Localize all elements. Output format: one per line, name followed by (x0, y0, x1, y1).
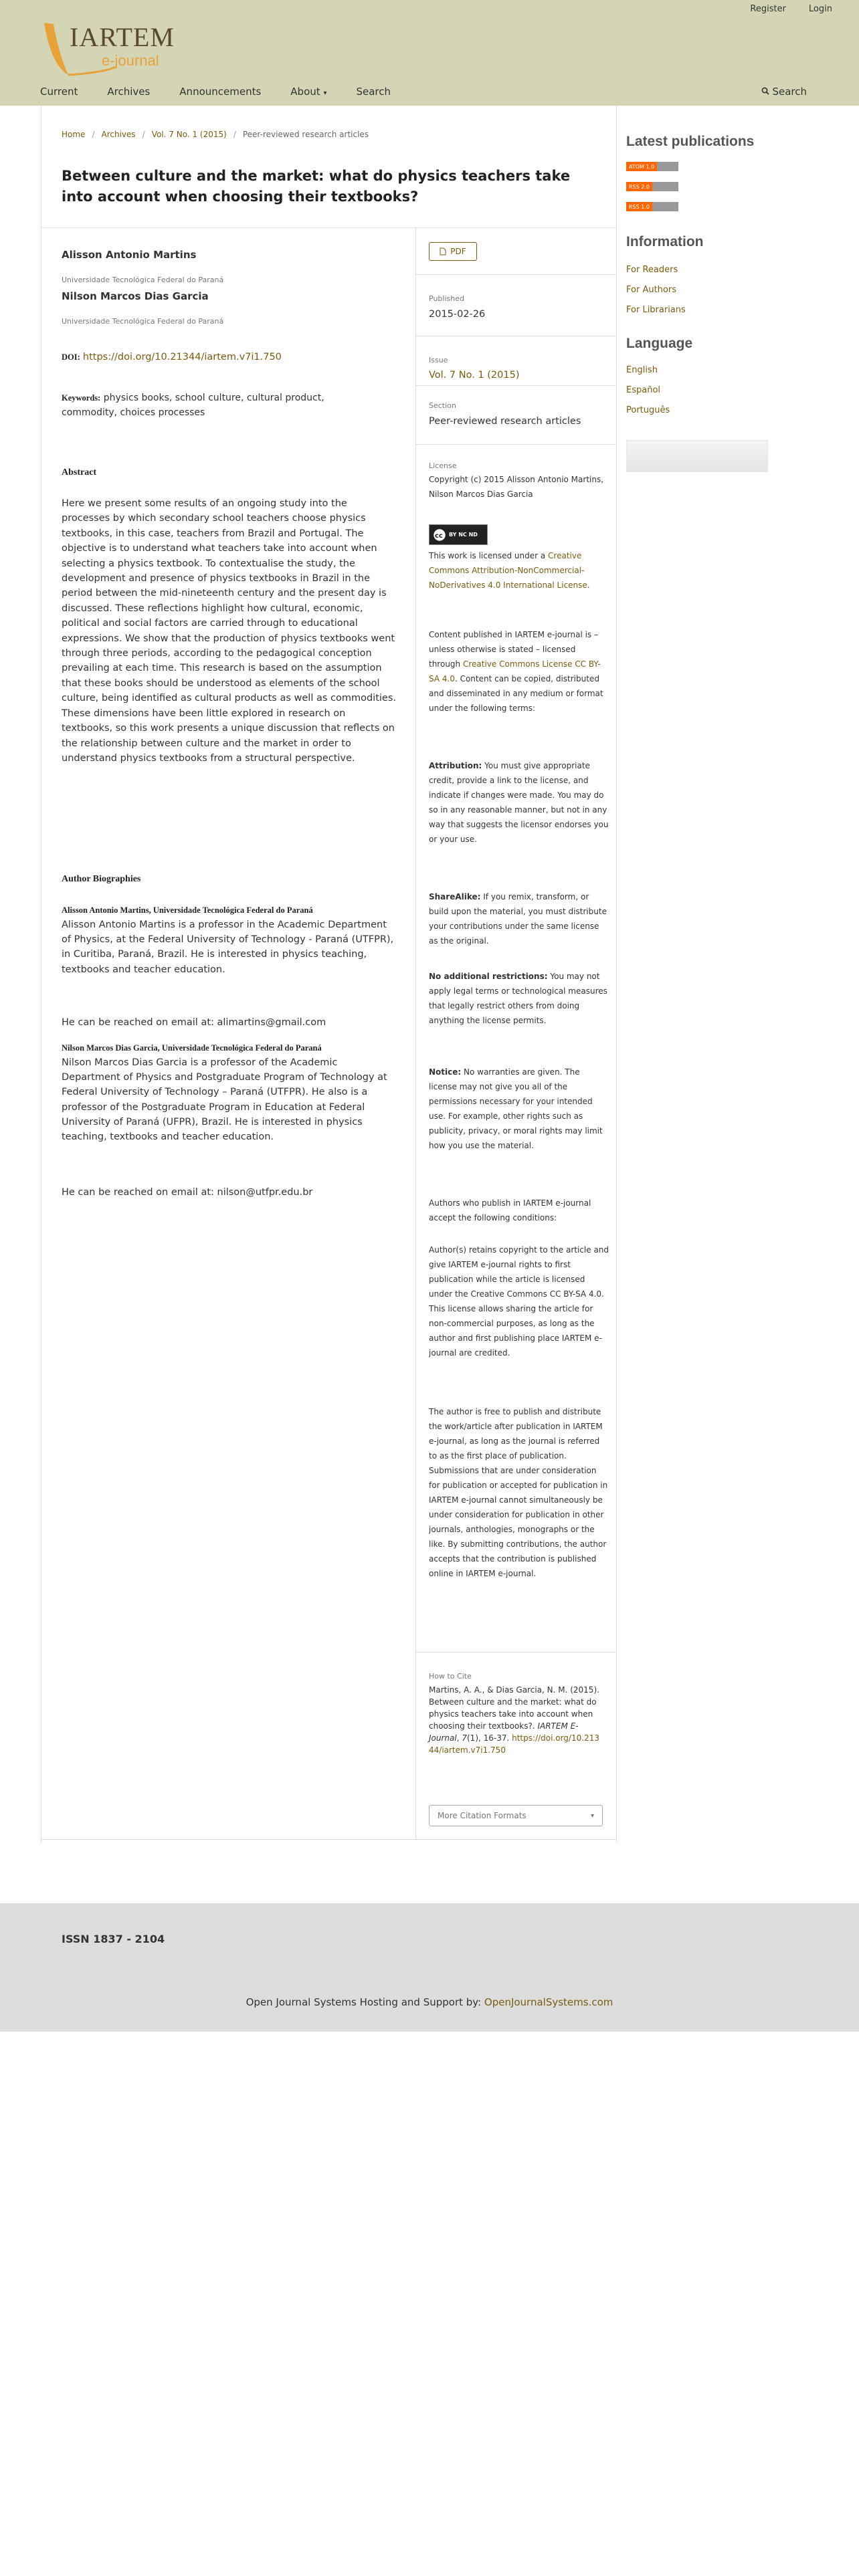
svg-text:cc: cc (435, 532, 443, 540)
sharealike-term (429, 889, 609, 948)
issue-link[interactable]: Vol. 7 No. 1 (2015) (429, 370, 520, 381)
nav-search[interactable]: Search (356, 86, 391, 98)
ojs-link[interactable]: OpenJournalSystems.com (484, 1996, 613, 2008)
caret-down-icon: ▾ (323, 90, 327, 97)
copyright-text: Copyright (c) 2015 Alisson Antonio Martins, Nilson Marcos Dias Garcia (429, 475, 604, 499)
keywords-text: physics books, school culture, cultural product, commodity, choices processes (62, 393, 324, 418)
conditions-intro: Authors who publish in IARTEM e-journal accept the following conditions: (429, 1198, 591, 1222)
primary-nav (40, 86, 391, 98)
term-text: If you remix, transform, or build upon the material, you must distribute your contributions under the same license as the original. (429, 892, 607, 946)
license-link[interactable]: Creative Commons Attribution-NonCommercial-NoDerivatives 4.0 International License (429, 551, 587, 590)
ojs-credit (0, 1996, 859, 2008)
site-header (0, 0, 859, 106)
divider (415, 444, 615, 445)
login-link[interactable]: Login (808, 4, 832, 14)
divider (41, 1839, 616, 1840)
search-icon (761, 87, 769, 95)
cite-label: How to Cite (429, 1672, 472, 1681)
bio-heading: Nilson Marcos Dias Garcia, Universidade Tecnológica Federal do Paraná (62, 1043, 322, 1053)
doi-label: DOI: (62, 352, 80, 362)
author-name: Alisson Antonio Martins (62, 249, 197, 261)
sidebar-banner (626, 440, 768, 472)
citation-body: Martins, A. A., & Dias Garcia, N. M. (2015). Between culture and the market: what do physics teachers take into account when choosing their textbooks?. (429, 1685, 599, 1731)
bios-title: Author Biographies (62, 874, 141, 884)
abstract-text: Here we present some results of an ongoing study into the processes by which secondary school teachers choose physics textbooks, in this case, teachers from Brazil and Portugal. The objective is to understand what teachers take into account when selecting a physics textbook. To contextualise the study, the development and presence of physics textbooks in Brazil in the period between the mid-nineteenth century and the present day is discussed. These reflections highlight how cultural, economic, political and social factors are carried through to educational expressions. We show that the production of physics textbooks went through three periods, according to the pedagogical conception prevailing at each time. This research is based on the assumption that these books should be understood as elements of the school culture, being identified as cultural products as well as commodities. These dimensions have been little explored in research on textbooks, so this work presents a unique discussion that reflects on the relationship between culture and the market in order to understand physics textbooks from a structural perspective. (62, 498, 397, 764)
bio-email: He can be reached on email at: nilson@utfpr.edu.br (62, 1187, 313, 1198)
chevron-down-icon: ▾ (590, 1812, 594, 1820)
citation-journal: IARTEM E-Journal (429, 1721, 579, 1743)
term-heading: Attribution: (429, 761, 482, 770)
language-portugues[interactable]: Português (626, 405, 670, 415)
license-text: Content published in IARTEM e-journal is – unless otherwise is stated – licensed through (429, 630, 598, 669)
file-icon (440, 247, 446, 255)
bio-heading: Alisson Antonio Martins, Universidade Tecnológica Federal do Paraná (62, 905, 313, 915)
ojs-credit-text: Open Journal Systems Hosting and Support by: (246, 1996, 484, 2008)
breadcrumb-separator: / (92, 130, 95, 139)
breadcrumb-current: Peer-reviewed research articles (242, 130, 369, 139)
register-link[interactable]: Register (750, 4, 786, 14)
term-heading: Notice: (429, 1067, 462, 1077)
license-text: This work is licensed under a (429, 551, 549, 560)
license-text: . Content can be copied, distributed and disseminated in any medium or format under the following terms: (429, 674, 603, 713)
citation-sep: , (456, 1733, 462, 1743)
creative-commons-icon (432, 528, 447, 542)
cc-badge-text: BY NC ND (449, 532, 478, 538)
license-statement (429, 548, 609, 593)
term-heading: No additional restrictions: (429, 972, 548, 981)
section-value: Peer-reviewed research articles (429, 416, 581, 427)
feed-badge-text: RSS 1.0 (626, 202, 652, 211)
language-english[interactable]: English (626, 365, 658, 375)
journal-logo[interactable] (41, 20, 175, 80)
no-restrictions-term (429, 969, 609, 1028)
nav-about-label: About (290, 86, 320, 98)
feed-badge-text: RSS 2.0 (626, 182, 652, 191)
published-date: 2015-02-26 (429, 309, 486, 320)
breadcrumb (62, 130, 369, 139)
breadcrumb-separator: / (233, 130, 236, 139)
information-title: Information (626, 234, 704, 249)
license-text: . (587, 580, 590, 590)
cc-license-badge[interactable] (429, 524, 488, 545)
doi-link[interactable]: https://doi.org/10.21344/iartem.v7i1.750 (82, 352, 282, 362)
column-divider (415, 227, 416, 1839)
divider (41, 227, 616, 228)
search-label: Search (772, 86, 807, 98)
breadcrumb-separator: / (142, 130, 145, 139)
search-button[interactable] (761, 86, 807, 98)
author-affiliation: Universidade Tecnológica Federal do Paraná (62, 276, 224, 284)
article-title: Between culture and the market: what do physics teachers take into account when choosing their textbooks? (62, 168, 571, 205)
citation-formats-dropdown[interactable] (429, 1805, 603, 1826)
language-espanol[interactable]: Español (626, 385, 661, 395)
user-links (750, 4, 832, 14)
rss2-feed-badge[interactable] (626, 182, 678, 191)
license-link[interactable]: Creative Commons License CC BY-SA 4.0 (429, 659, 601, 683)
attribution-term (429, 758, 609, 847)
keywords (62, 391, 383, 420)
citation-text (429, 1684, 604, 1756)
term-text: No warranties are given. The license may not give you all of the permissions necessary for your intended use. For example, other rights such as publicity, privacy, or moral rights may limit how you use the material. (429, 1067, 603, 1150)
published-label: Published (429, 294, 464, 303)
logo-text: IARTEM (70, 22, 175, 52)
breadcrumb-archives[interactable]: Archives (101, 130, 136, 139)
for-authors-link[interactable]: For Authors (626, 285, 676, 295)
issn-number: ISSN 1837 - 2104 (62, 1933, 165, 1945)
author-name: Nilson Marcos Dias Garcia (62, 290, 209, 302)
citation-formats-label: More Citation Formats (438, 1811, 527, 1820)
feed-badge-text: ATOM 1.0 (626, 162, 657, 171)
citation-doi-link[interactable]: https://doi.org/10.21344/iartem.v7i1.750 (429, 1733, 599, 1755)
nav-announcements[interactable]: Announcements (179, 86, 262, 98)
conditions-copyright: Author(s) retains copyright to the article and give IARTEM e-journal rights to first publication while the article is licensed under the Creative Commons CC BY-SA 4.0. This license allows sharing the article for non-commercial purposes, as long as the author and first publishing place IARTEM e-journal are credited. (429, 1245, 609, 1358)
bio-text: Alisson Antonio Martins is a professor in the Academic Department of Physics, at the Federal University of Technology - Paraná (UTFPR), in Curitiba, Paraná, Brazil. He is interested in physics teaching, textbooks and teacher education. (62, 920, 394, 975)
author-affiliation: Universidade Tecnológica Federal do Paraná (62, 317, 224, 326)
keywords-label: Keywords: (62, 393, 101, 403)
nav-archives[interactable]: Archives (107, 86, 151, 98)
term-heading: ShareAlike: (429, 892, 481, 901)
term-text: You may not apply legal terms or technological measures that legally restrict others from doing anything the license permits. (429, 972, 607, 1025)
bio-email: He can be reached on email at: alimartins@gmail.com (62, 1017, 326, 1028)
rss1-feed-badge[interactable] (626, 202, 678, 211)
bio-text: Nilson Marcos Dias Garcia is a professor of the Academic Department of Physics and Postgraduate Program of Technology at Federal University of Technology – Paraná (UTFPR). He also is a professor of the Postgraduate Program in Education at Federal University of Paraná (UFPR), Brazil. He is interested in physics teaching, textbooks and teacher education. (62, 1057, 387, 1143)
citation-volume: 7 (462, 1733, 467, 1743)
divider (415, 274, 615, 275)
issue-label: Issue (429, 356, 448, 364)
license-label: License (429, 461, 457, 470)
term-text: You must give appropriate credit, provide a link to the license, and indicate if changes were made. You may do so in any reasonable manner, but not in any way that suggests the licensor endorses you or your use. (429, 761, 609, 844)
abstract-title: Abstract (62, 467, 97, 477)
language-title: Language (626, 336, 693, 351)
conditions-distribution: The author is free to publish and distribute the work/article after publication in IARTEM e-journal, as long as the journal is referred to as the first place of publication. Submissions that are under consideration for publication or accepted for publication in IARTEM e-journal cannot simultaneously be under consideration for publication in other journals, anthologies, monographs or the like. By submitting contributions, the author accepts that the contribution is published online in IARTEM e-journal. (429, 1407, 608, 1578)
logo-subtext: e-journal (102, 52, 159, 69)
breadcrumb-home[interactable]: Home (62, 130, 86, 139)
atom-feed-badge[interactable] (626, 162, 678, 171)
pdf-download-button[interactable] (429, 242, 477, 261)
breadcrumb-issue[interactable]: Vol. 7 No. 1 (2015) (151, 130, 227, 139)
notice-term (429, 1065, 609, 1153)
divider (415, 385, 615, 386)
section-label: Section (429, 401, 456, 410)
pdf-label: PDF (450, 247, 466, 256)
license-terms (429, 627, 609, 716)
nav-current[interactable]: Current (40, 86, 78, 98)
latest-publications-title: Latest publications (626, 134, 755, 149)
site-footer (0, 1903, 859, 2032)
citation-pages: (1), 16-37. (467, 1733, 512, 1743)
for-librarians-link[interactable]: For Librarians (626, 305, 686, 315)
for-readers-link[interactable]: For Readers (626, 265, 678, 275)
nav-about[interactable] (290, 86, 326, 98)
doi-row (62, 352, 282, 362)
